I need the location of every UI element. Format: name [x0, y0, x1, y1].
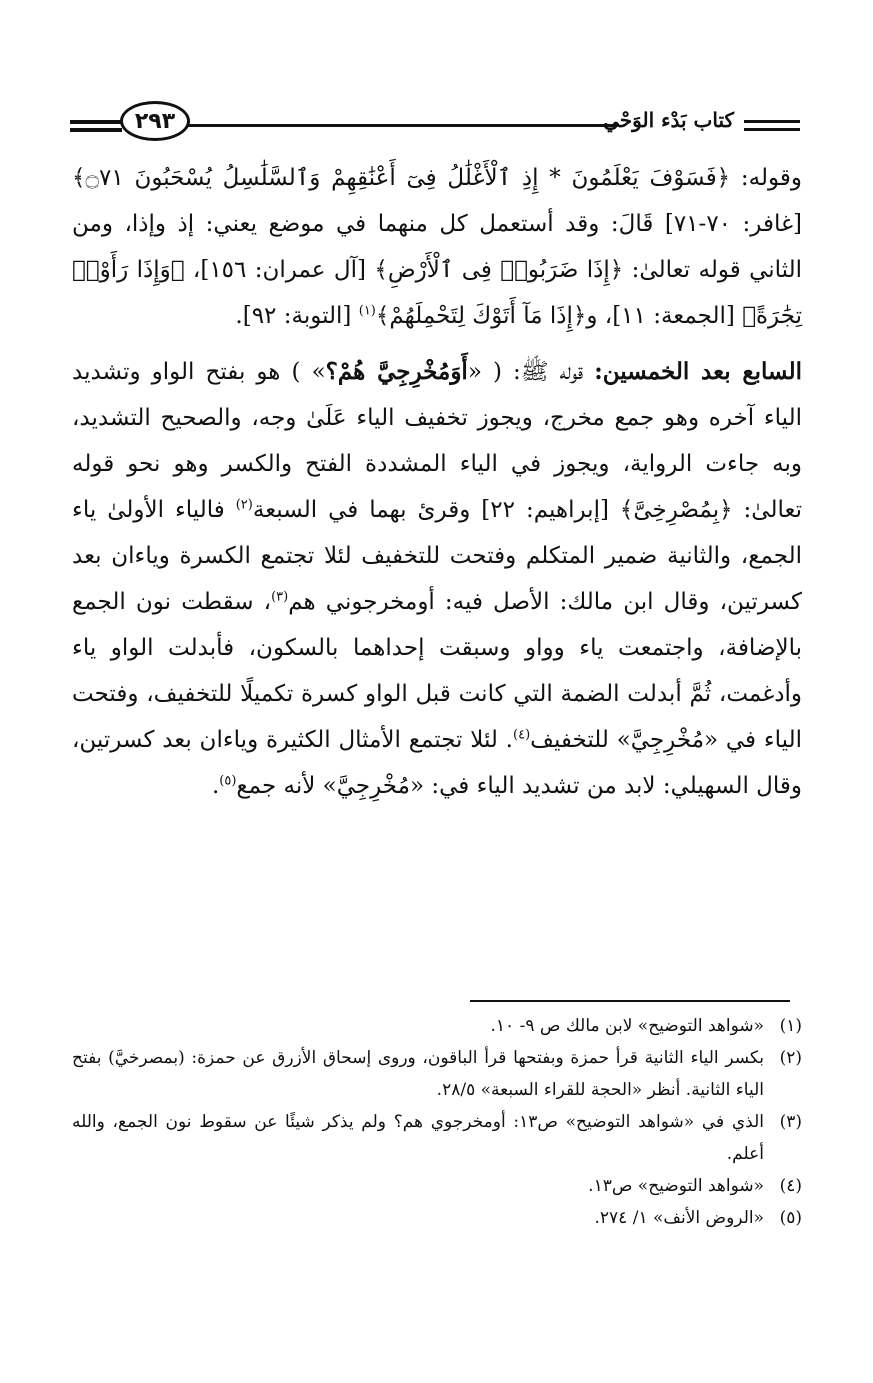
paragraph-2 — [72, 349, 802, 809]
footnote-separator — [470, 1000, 790, 1002]
page-header — [70, 98, 800, 148]
footnote — [72, 1106, 802, 1170]
footnote — [72, 1202, 802, 1234]
footnote-text: الذي في «شواهد التوضيح» ص١٣: أومخرجوي هم؟ ولم يذكر شيئًا عن سقوط نون الجمع، والله أعلم. — [72, 1112, 764, 1164]
header-rule — [744, 120, 800, 123]
text-line: وقوله: ﴿فَسَوْفَ يَعْلَمُونَ * إِذِ ٱلْأَغْلَٰلُ فِىٓ أَعْنَٰقِهِمْ وَٱلسَّلَٰسِلُ يُسْحَبُونَ ۝٧١﴾ — [72, 165, 802, 191]
footnote-ref: (٥) — [219, 773, 237, 789]
text-line: ومن الثاني قوله تعالىٰ: ﴿إِذَا ضَرَبُوا۟ فِى ٱلْأَرْضِ﴾ [آل عمران: ١٥٦]، — [72, 211, 803, 283]
footnote-number: (٢) — [779, 1048, 802, 1068]
header-rule — [70, 128, 122, 132]
text-line: ﴿وَإِذَا رَأَوْا۟ تِجَٰرَةً﴾ [الجمعة: ١١]، و﴿إِذَا مَآ أَتَوْكَ لِتَحْمِلَهُمْ﴾ — [72, 257, 802, 329]
running-title: كتاب بَدْء الوَحْي — [603, 108, 734, 132]
header-rule — [744, 128, 800, 131]
main-text — [72, 155, 802, 809]
footnote — [72, 1042, 802, 1106]
footnote-number: (٤) — [779, 1176, 802, 1196]
text-run: . لئلا تجتمع الأمثال الكثيرة وياءان بعد كسرتين، وقال السهيلي: لابد من تشديد الياء في: «مُخْرِجِيَّ» لأنه جمع — [72, 727, 802, 799]
footnote-number: (٣) — [779, 1112, 802, 1132]
text-run: . — [211, 773, 220, 799]
footnote-ref: (٤) — [513, 727, 531, 743]
header-rule — [70, 120, 122, 124]
footnote-number: (٥) — [779, 1208, 802, 1228]
text-run: » ) هو بفتح الواو وتشديد الياء آخره وهو جمع مخرج، ويجوز تخفيف الياء عَلَىٰ وجه، والصحيح التشديد، وبه جاءت الرواية، ويجوز في الياء المشددة الفتح والكسر وهو نحو قوله تعالىٰ: ﴿بِمُصْرِخِىَّ﴾ [إبراهيم: ٢٢] وقرئ بهما في السبعة — [72, 359, 803, 523]
text-line: [غافر: ٧٠-٧١] قَالَ: وقد أستعمل كل منهما في موضع يعني: إذ وإذا، — [124, 211, 802, 237]
footnote-text: بكسر الياء الثانية قرأ حمزة وبفتحها قرأ الباقون، وروى إسحاق الأزرق عن حمزة: (بمصرخيَّ) بفتح الياء الثانية. أنظر «الحجة للقراء السبعة» ٢٨/٥. — [72, 1048, 764, 1100]
footnote — [72, 1170, 802, 1202]
footnote-text: «شواهد التوضيح» ص١٣. — [588, 1176, 764, 1196]
text-line: [التوبة: ٩٢]. — [235, 303, 352, 329]
footnotes — [72, 1010, 802, 1234]
footnote-text: «الروض الأنف» ١/ ٢٧٤. — [594, 1208, 764, 1228]
paragraph-1 — [72, 155, 802, 339]
footnote-ref: (٢) — [235, 497, 253, 513]
footnote-ref: (٣) — [271, 589, 289, 605]
text-run: فالياء الأولىٰ ياء الجمع، والثانية ضمير المتكلم وفتحت للتخفيف لئلا تجتمع الكسرة وياءان بعد كسرتين، وقال ابن مالك: الأصل فيه: أومخرجوني هم — [72, 497, 802, 615]
footnote-ref: (١) — [358, 303, 376, 319]
footnote-text: «شواهد التوضيح» لابن مالك ص ٩- ١٠. — [490, 1016, 764, 1036]
hadith-word: أَوَمُخْرِجِيَّ هُمْ؟ — [325, 358, 468, 385]
section-lead: السابع بعد الخمسين: — [594, 358, 802, 385]
page-number: ٢٩٣ — [120, 101, 190, 141]
text-run: ، سقطت نون الجمع بالإضافة، واجتمعت ياء وواو وسبقت إحداهما بالسكون، فأبدلت الواو ياء وأدغمت، ثُمَّ أبدلت الضمة التي كانت قبل الواو كسرة تكميلًا للتخفيف، وفتحت الياء في «مُخْرِجِيَّ» للتخفيف — [72, 589, 802, 753]
header-rule — [188, 124, 618, 127]
footnote-number: (١) — [779, 1016, 802, 1036]
text-run: قوله ﷺ: ( « — [467, 359, 595, 385]
footnote — [72, 1010, 802, 1042]
